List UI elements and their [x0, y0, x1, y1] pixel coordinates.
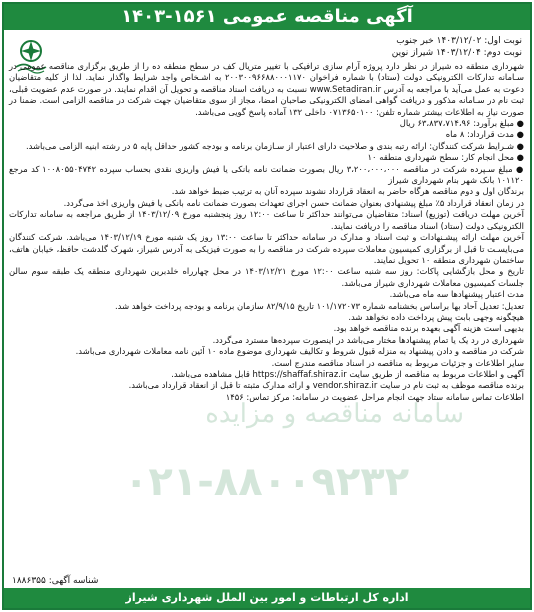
- watermark: [34, 399, 504, 519]
- ad-title: آگهی مناقصه عمومی ۱۵۶۱-۱۴۰۳: [4, 4, 530, 30]
- para-opening: تاریخ و محل بازگشایی پاکات: روز سه شنبه ساعت ۱۲:۰۰ مورخ ۱۴۰۳/۱۲/۲۱ در محل چهارراه خلدبرین شهرداری منطقه یک طبقه سوم سالن جلسات کمیسیون معاملات شهرداری شیراز می‌باشد.: [9, 266, 524, 288]
- para-submission: آخرین مهلت ارائه پیشـنهادات و ثبت اسناد و مدارک در سامانه حداکثر تا ساعت ۱۳:۰۰ روز یک شنبه مورخ ۱۴۰۳/۱۲/۱۹ می‌باشد. شرکت کنندگان می‌بایسـت تا قبل از برگزاری کمیسیون معاملات سپرده شرکت در مناقصه را به صورت فیزیکی به آدرس شیراز، شهرک گلدشت حافظ، خیابان هاتف، ساختمان شهرداری منطقه ۱۰ تحویل نمایند.: [9, 232, 524, 265]
- tender-ad: [2, 2, 532, 610]
- watermark-text: سامانه مناقصه و مزایده: [205, 399, 464, 429]
- para-contact: اطلاعات تماس سامانه ستاد جهت انجام مراحل عضویت در سامانه: مرکز تماس: ۱۴۵۶: [225, 391, 524, 402]
- watermark-phone: ۰۲۱-۸۸۰۰۹۲۳۲: [124, 459, 410, 505]
- item-location: ● محل انجام کار: سطح شهرداری منطقه ۱۰: [367, 152, 524, 163]
- para-vendor: برنده مناقصه موظف به ثبت نام در سایت vendor.shiraz.ir و ارائه مدارک مثبته تا قبل از انعقاد قرارداد می‌باشد.: [128, 380, 524, 391]
- issuer-bar: اداره کل ارتباطات و امور بین الملل شهرداری شیراز: [4, 588, 530, 608]
- item-deposit: ● مبلغ سـپرده شرکت در مناقصه ۳،۲۰۰،۰۰۰،۰۰۰ ریال بصورت ضمانت نامه بانکی یا فیش واریزی نقدی بحساب سپرده ۱۰۰۸۰۵۵۰۴۷۴۲ کد مرجع ۱۰۱۱۲۰ بانک شهر بنام شهرداری شیراز: [9, 163, 524, 186]
- para-validity: مدت اعتبار پیشنهادها سه ماه می‌باشد.: [389, 289, 524, 300]
- item-estimate: ● مبلغ برآورد: ۶۳،۸۳۷،۷۱۴،۹۶ ریال: [399, 118, 524, 129]
- publication-first: نوبت اول: ۱۴۰۳/۱۲/۰۲ خبر جنوب: [396, 36, 522, 46]
- publication-info: [392, 35, 522, 59]
- para-prepayment: هیچگونه وجهی بابت پیش پرداخت داده نخواهد شد.: [348, 311, 524, 322]
- para-rejection: شهرداری در رد یک یا تمام پیشنهادها مختار می‌باشد در اینصورت سپرده‌ها مسترد می‌گردد.: [212, 334, 524, 345]
- item-duration: ● مدت قرارداد: ۸ ماه: [445, 129, 524, 140]
- para-details: سایر اطلاعات و جزئیات مربوط به مناقصه در اسناد مناقصه مندرج است.: [271, 357, 524, 368]
- para-guarantee: در زمان انعقاد قرارداد ۵٪ مبلغ پیشنهادی بعنوان ضمانت حسن اجرای تعهدات بصورت ضمانت نامه بانکی یا فیش واریزی اخذ می‌گردد.: [63, 197, 524, 208]
- ad-id: شناسه آگهی: ۱۸۸۶۳۵۵: [12, 576, 99, 586]
- para-winners: برندگان اول و دوم مناقصه هرگاه حاضر به انعقاد قرارداد نشوند سپرده آنان به ترتیب ضبط خواهد شد.: [171, 186, 524, 197]
- para-website: آگهی و اطلاعات مربوط به مناقصه از طریق سایت https://shaffaf.shiraz.ir قابل مشاهده می‌باشد.: [171, 368, 524, 379]
- para-adjustment: تعدیل: تعدیل آحاد بها براساس بخشنامه شماره ۱۰۱/۱۷۲۰۷۳ تاریخ ۸۲/۹/۱۵ سازمان برنامه و بودجه پرداخت خواهد شد.: [115, 300, 524, 311]
- para-ad-cost: بدیهی است هزینه آگهی بعهده برنده مناقصه خواهد بود.: [333, 323, 524, 334]
- ad-body: [9, 61, 524, 403]
- para-doc-deadline: آخرین مهلت دریافت (توزیع) اسناد: متقاضیان می‌توانند حداکثر تا ساعت ۱۲:۰۰ روز پنجشنبه مورخ ۱۴۰۳/۱۲/۰۹ از طریق مراجعه به سامانه تدارکات الکترونیکی دولت (ستاد) اسناد مناقصه را دریافت نمایند.: [9, 209, 525, 231]
- intro-paragraph: شهرداری منطقه ده شیراز در نظر دارد پروژه آرام سازی ترافیکی با تغییر متریال کف در سطح منطقه ده را از طریق برگزاری مناقصه عمومی در سـامانه تدارکات الکترونیکی دولت (ستاد) با شماره فراخوان ۲۰۰۳۰۰۹۶۶۸۸۰۰۰۱۱۷۰ به اشـخاص واجد شرایط واگذار نماید. لذا از کلیه متقاضیان دعوت به عمل می‌آید با مراجعه به آدرس www.Setadiran.ir نسبت به دریافت اسناد مناقصه و تحویل آن اقدام نمایند. در صورت عدم عضویت قبلی، ثبت نام در سـامانه مذکور و دریافت گواهی امضای الکترونیکی صاحبان امضا، مجاز از سوی متقاضیان جهت شرکت در مناقصه الزامی است. ضمنا در صورت نیاز به اطلاعات بیشتر شماره تلفن: ۰۷۱۳۶۵۰۱۰۰ داخلی ۱۳۲ آماده پاسخ گویی می‌باشد.: [9, 61, 524, 117]
- item-conditions: ● شـرایط شرکت کنندگان: ارائه رتبه بندی و صلاحیت دارای اعتبار از سـازمان برنامه و بودجه کشور حداقل پایه ۵ در رشته ابنیه الزامی می‌باشد.: [25, 140, 524, 151]
- publication-second: نوبت دوم: ۱۴۰۳/۱۲/۰۴ شیراز نوین: [391, 48, 522, 58]
- para-acceptance: شرکت در مناقصه و دادن پیشنهاد به منزله قبول شروط و تکالیف شهرداری موضوع ماده ۱۰ آئین نامه معاملات شهرداری می‌باشد.: [75, 346, 524, 357]
